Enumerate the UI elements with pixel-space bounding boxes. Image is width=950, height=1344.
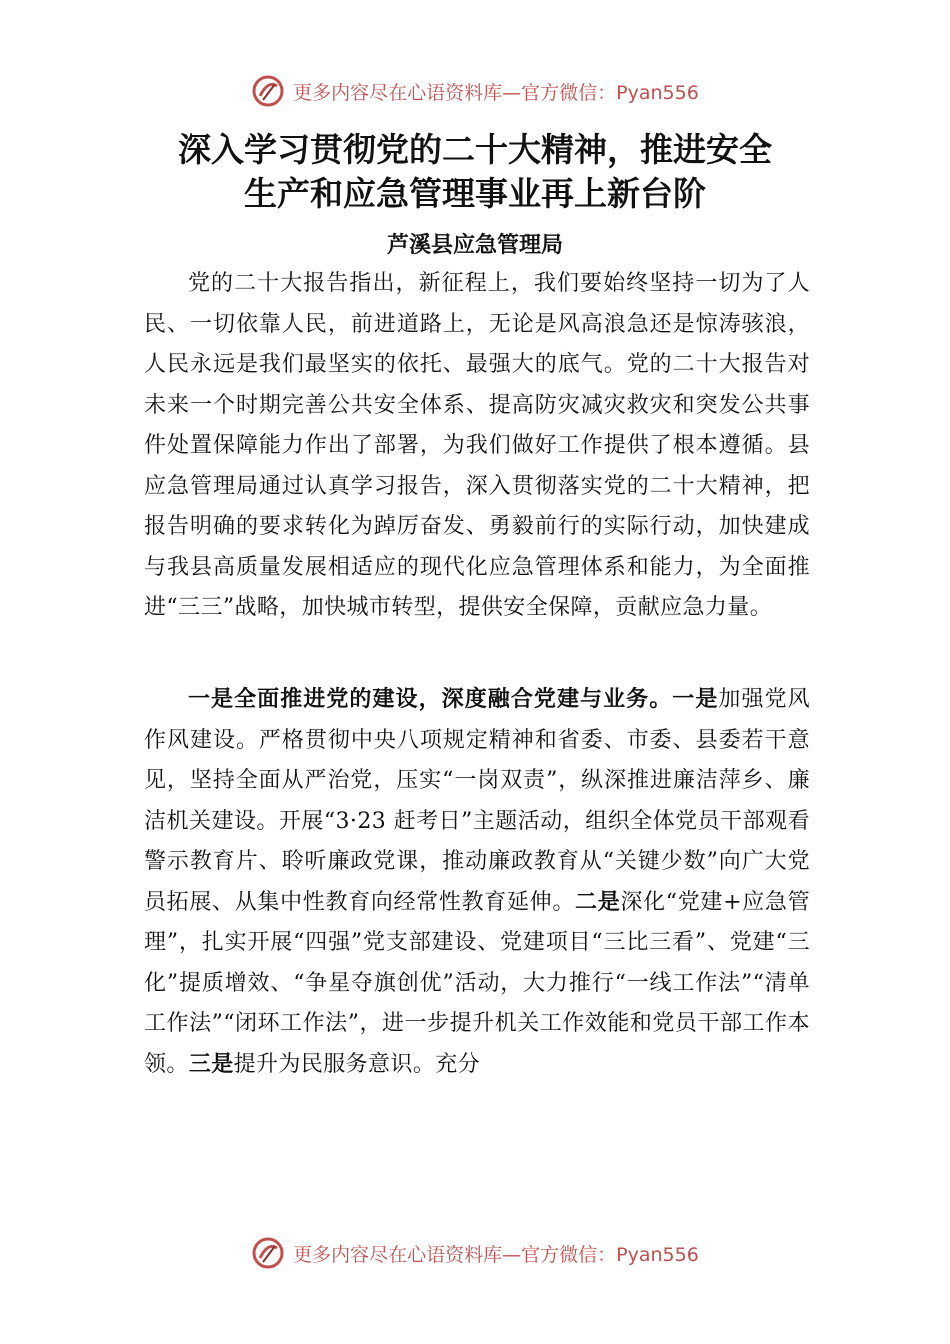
- item-lead-3: 三是: [188, 1051, 234, 1077]
- title-line-2: 生产和应急管理事业再上新台阶: [244, 174, 706, 213]
- watermark-text: 更多内容尽在心语资料库—官方微信：Pyan556: [293, 81, 699, 104]
- item-text-2: 深化“党建+应急管理”，扎实开展“四强”党支部建设、党建项目“三比三看”、党建“三化”提质增效、“争星夺旗创优”活动，大力推行“一线工作法”“清单工作法”“闭环工作法”，进一步提升机关工作效能和党员干部工作本领。: [144, 889, 810, 1077]
- seal-logo-icon: [251, 74, 285, 108]
- watermark-footer: [0, 1236, 950, 1270]
- section-heading: 一是全面推进党的建设，深度融合党建与业务。: [188, 687, 673, 712]
- paragraph-section-1: [144, 680, 810, 1085]
- item-lead-2: 二是: [575, 889, 621, 915]
- paragraph-intro: 党的二十大报告指出，新征程上，我们要始终坚持一切为了人民、一切依靠人民，前进道路上，无论是风高浪急还是惊涛骇浪，人民永远是我们最坚实的依托、最强大的底气。党的二十大报告对未来一个时期完善公共安全体系、提高防灾减灾救灾和突发公共事件处置保障能力作出了部署，为我们做好工作提供了根本遵循。县应急管理局通过认真学习报告，深入贯彻落实党的二十大精神，把报告明确的要求转化为踔厉奋发、勇毅前行的实际行动，加快建成与我县高质量发展相适应的现代化应急管理体系和能力，为全面推进“三三”战略，加快城市转型，提供安全保障，贡献应急力量。: [144, 271, 810, 620]
- page-title: [60, 128, 890, 216]
- item-text-1: 加强党风作风建设。严格贯彻中央八项规定精神和省委、市委、县委若干意见，坚持全面从严治党，压实“一岗双责”，纵深推进廉洁萍乡、廉洁机关建设。开展“3·23 赶考日”主题活动，组织全体党员干部观看警示教育片、聆听廉政党课，推动廉政教育从“关键少数”向广大党员拓展、从集中性教育向经常性教育延伸。: [144, 687, 810, 915]
- watermark-text: 更多内容尽在心语资料库—官方微信：Pyan556: [293, 1243, 699, 1266]
- watermark-header: [0, 74, 950, 108]
- item-lead-1: 一是: [672, 687, 719, 712]
- seal-logo-icon: [251, 1236, 285, 1270]
- title-line-1: 深入学习贯彻党的二十大精神，推进安全: [178, 130, 772, 169]
- author: 芦溪县应急管理局: [386, 233, 563, 258]
- item-text-3: 提升为民服务意识。充分: [233, 1051, 481, 1077]
